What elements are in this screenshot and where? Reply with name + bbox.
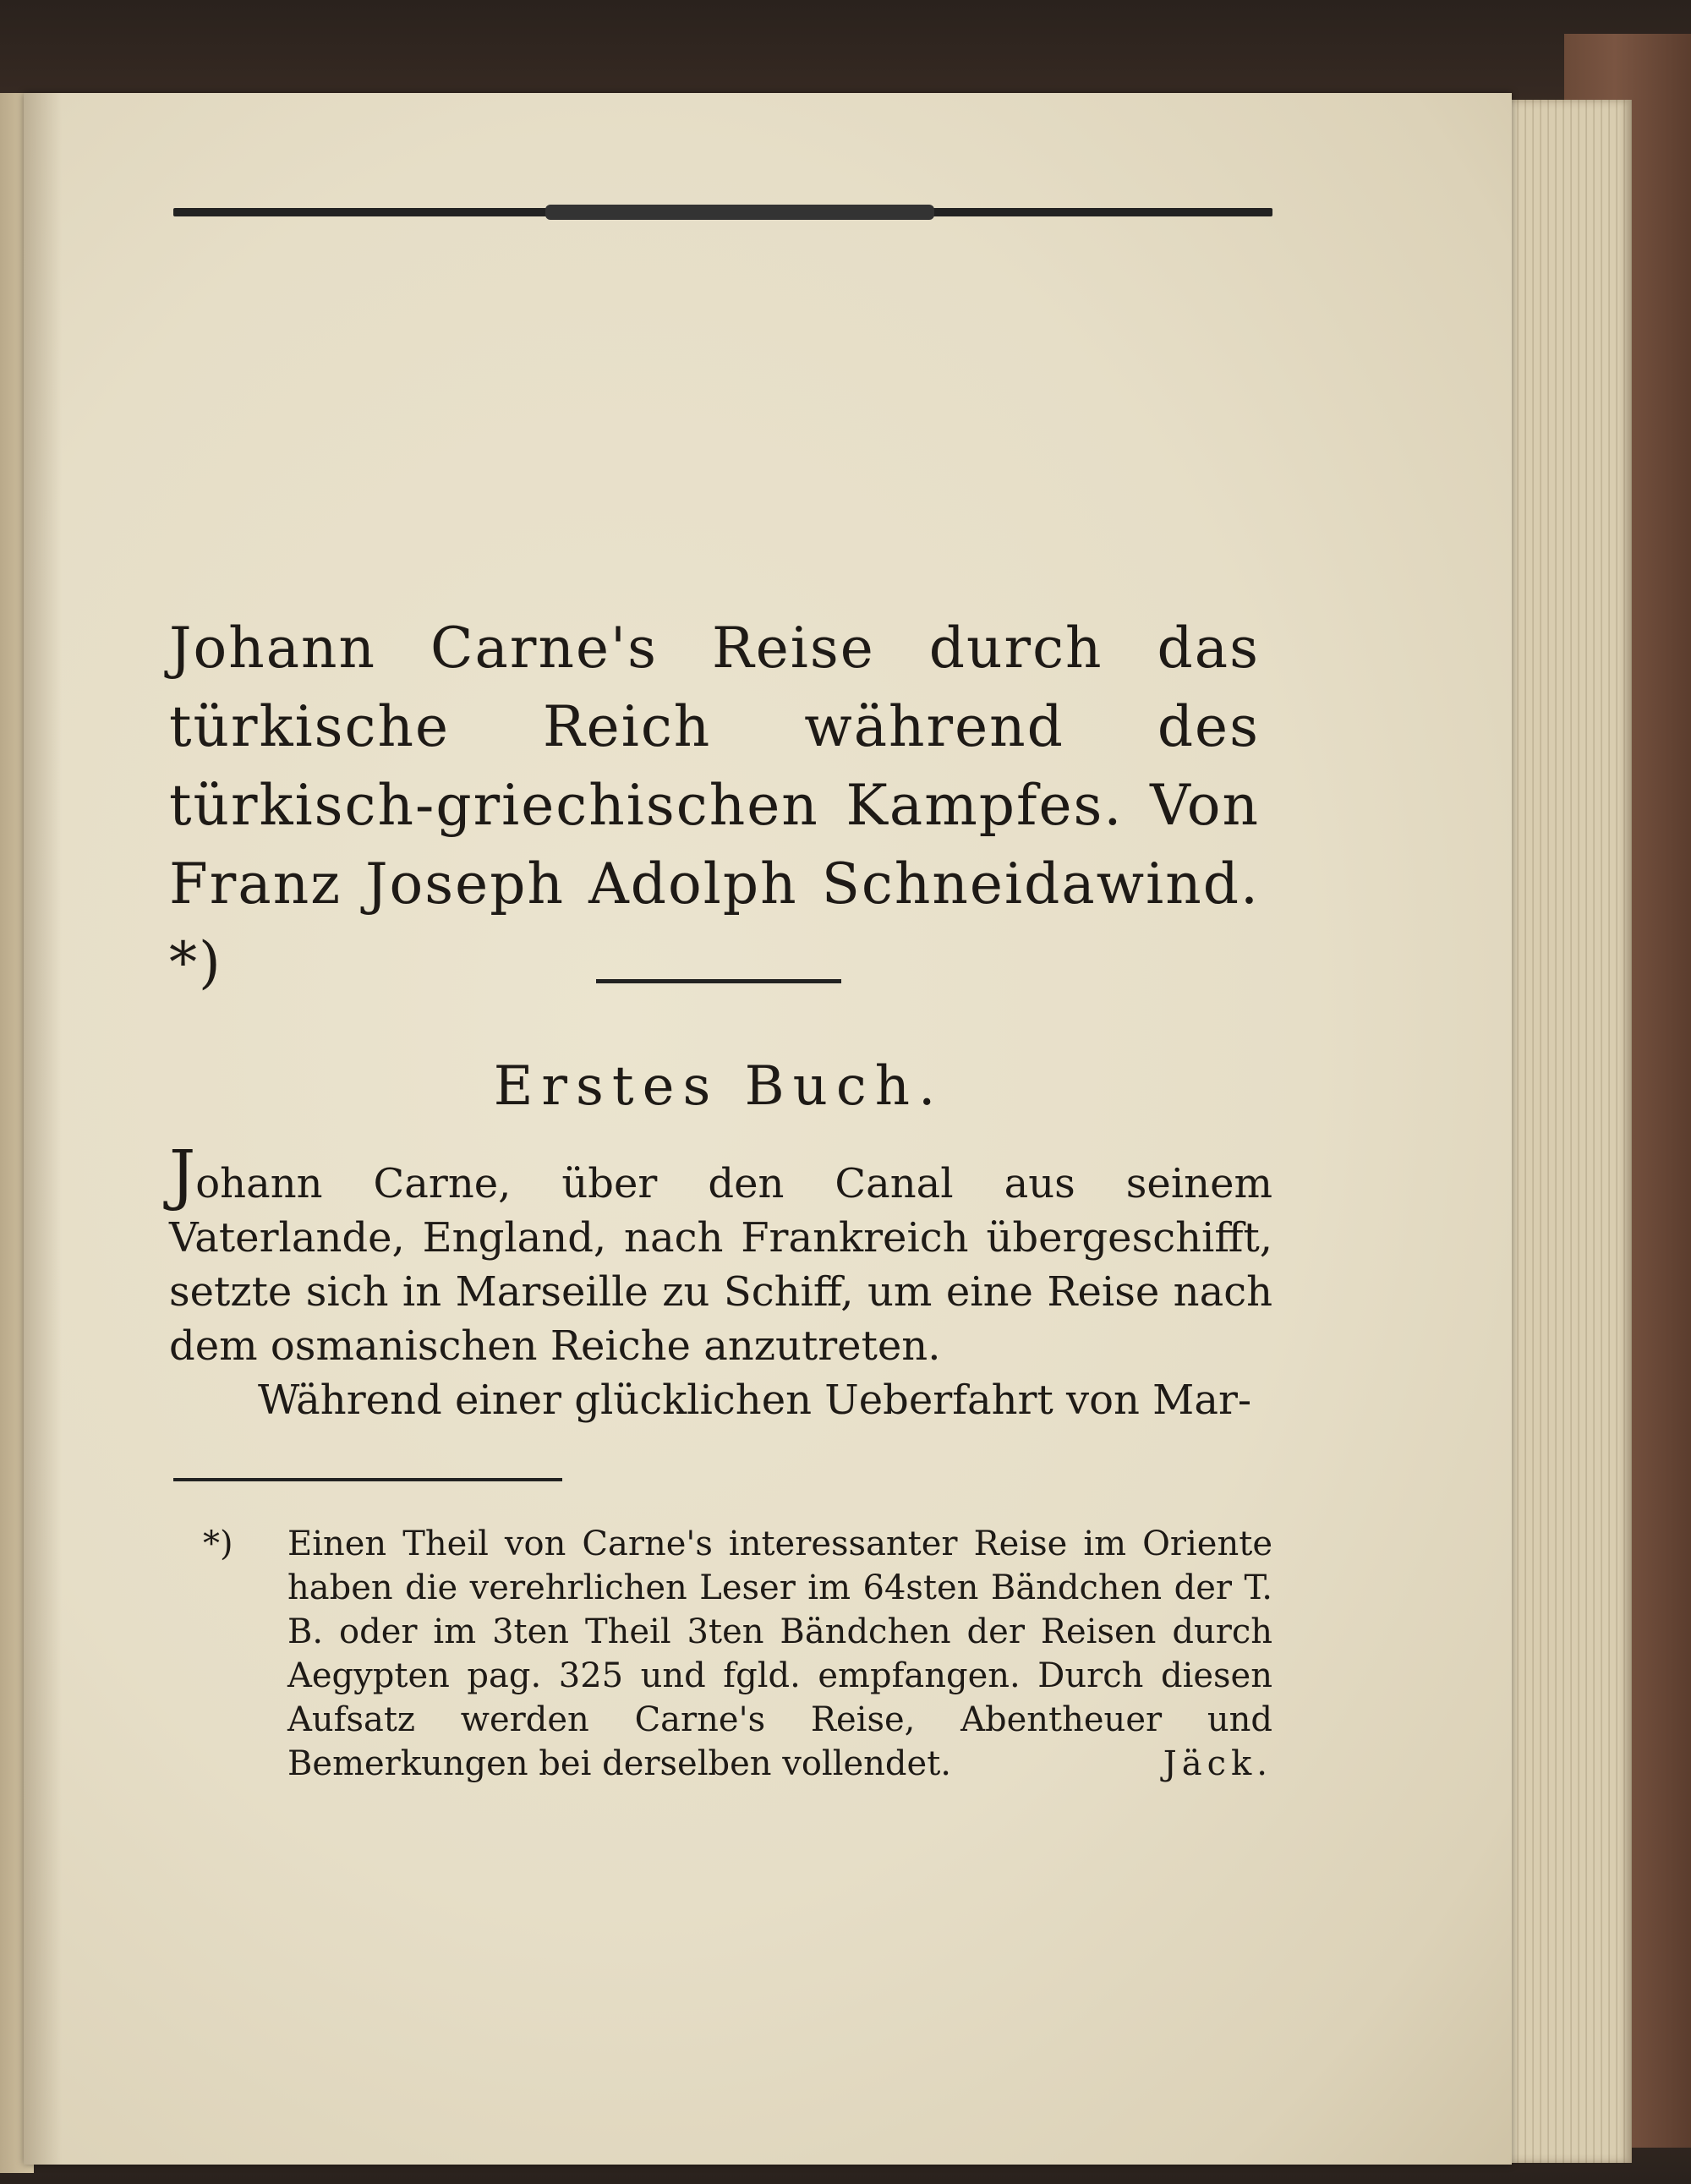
footnote [203,1522,1272,1786]
book-page [24,93,1512,2165]
footnote-body [287,1522,1272,1786]
paragraph-1: Johann Carne, über den Canal aus seinem Vaterlande, England, nach Frankreich übergeschifft, setzte sich in Marseille zu Schiff, um eine Reise nach dem osmanischen Reiche anzutreten. [169,1137,1272,1370]
page-edges [1497,100,1632,2163]
body-text [169,1137,1272,1427]
footnote-text: Einen Theil von Carne's interessanter Reise im Oriente haben die verehrlichen Leser im 64sten Bändchen der T. B. oder im 3ten Theil 3ten Bändchen der Reisen durch Aegypten pag. 325 und fgld. empfangen. Durch diesen Aufsatz werden Carne's Reise, Abentheuer und Bemerkungen bei derselben vollendet. [287,1524,1272,1783]
book-heading: Erstes Buch. [493,1055,944,1118]
footnote-marker: *) [203,1524,233,1563]
footnote-rule [173,1478,562,1481]
header-rule [173,208,1272,216]
chapter-title: Johann Carne's Reise durch das türkische Reich während des türkisch-griechischen Kampfes. Von Franz Joseph Adolph Schneidawind. *) [169,616,1260,995]
title-separator-rule [596,979,841,983]
footnote-signature: Jäck. [1163,1744,1272,1783]
paragraph-2: Während einer glücklichen Ueberfahrt von Mar- [258,1377,1252,1424]
